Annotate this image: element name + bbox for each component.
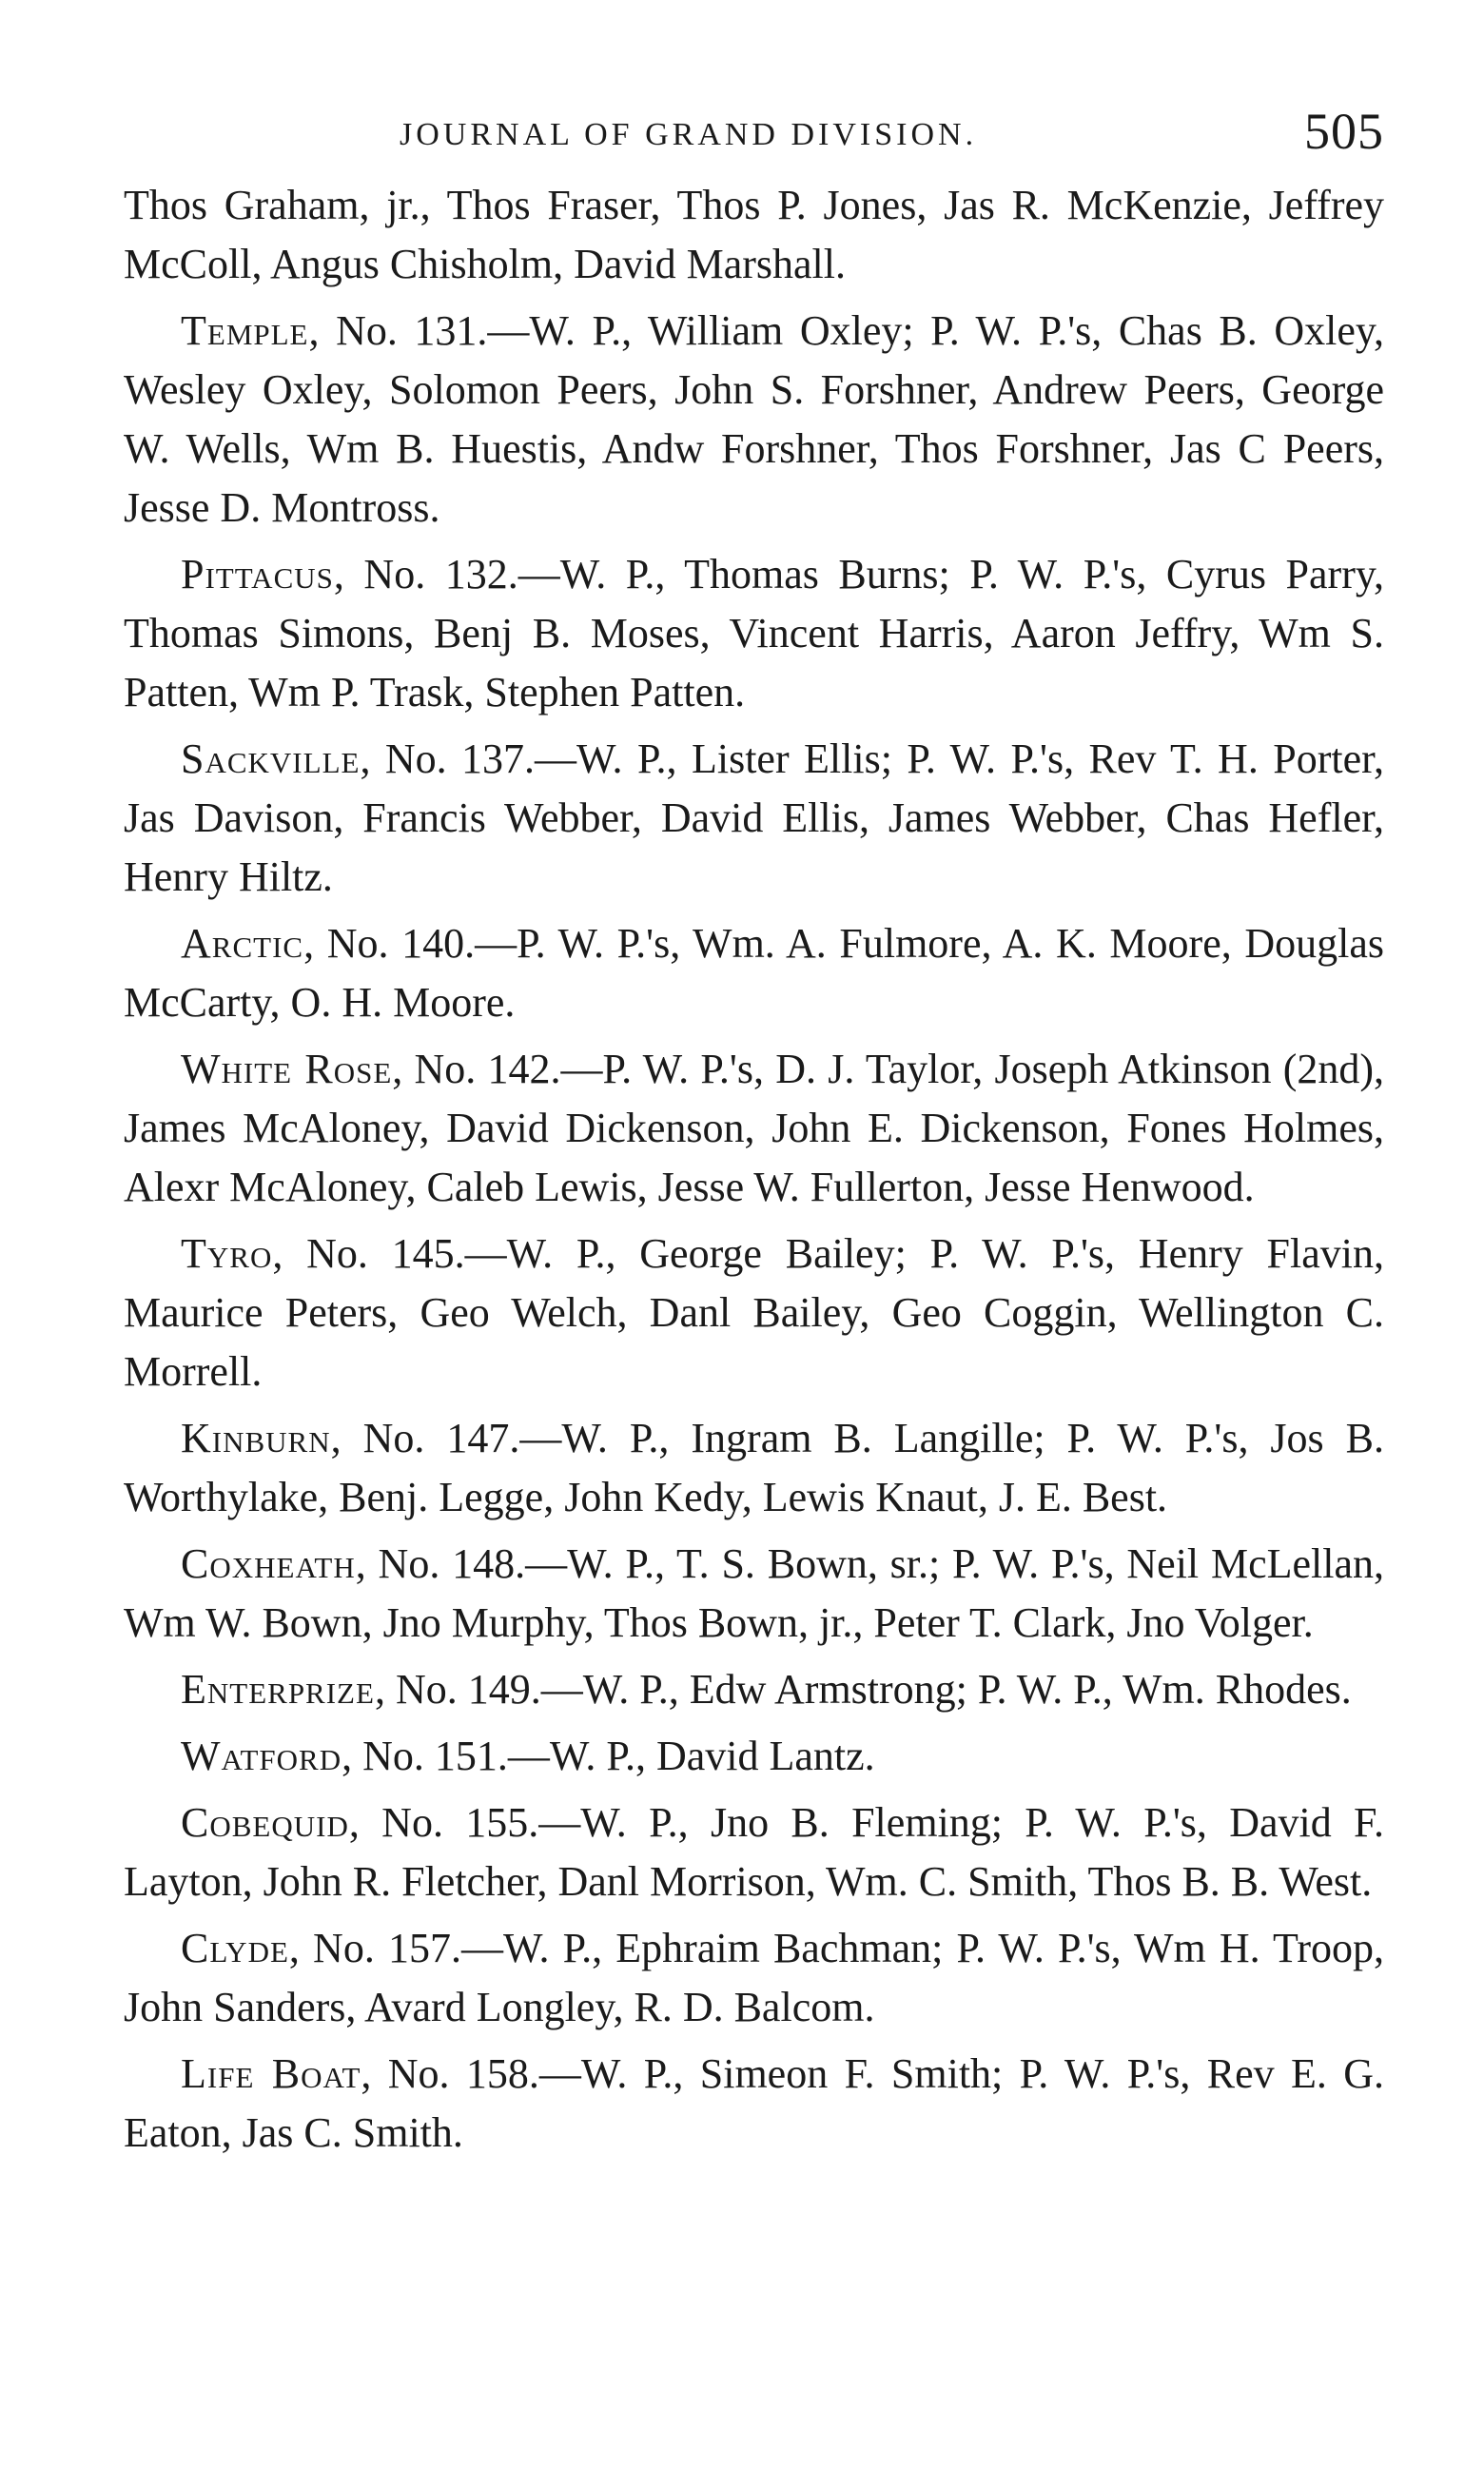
page-number: 505: [1304, 103, 1384, 160]
division-name: Cobequid: [181, 1799, 349, 1846]
entry-text: , No. 148.—W. P., T. S. Bown, sr.; P. W. P.'s, Neil McLellan, Wm W. Bown, Jno Murphy, Thos Bown, jr., Peter T. Clark, Jno Volger.: [124, 1540, 1384, 1646]
entry-continuation: [124, 176, 1384, 294]
division-name: Pittacus: [181, 551, 334, 598]
entry-pittacus: [124, 545, 1384, 722]
entry-text: , No. 149.—W. P., Edw Armstrong; P. W. P., Wm. Rhodes.: [374, 1666, 1352, 1713]
entry-text: , No. 131.—W. P., William Oxley; P. W. P.'s, Chas B. Oxley, Wesley Oxley, Solomon Peers, John S. Forshner, Andrew Peers, George W. Wells, Wm B. Huestis, Andw Forshner, Thos Forshner, Jas C Peers, Jesse D. Montross.: [124, 307, 1384, 531]
entry-life-boat: [124, 2045, 1384, 2163]
division-name: Arctic: [181, 920, 304, 967]
document-page: [124, 90, 1384, 2170]
entry-white-rose: [124, 1040, 1384, 1217]
division-name: Tyro: [181, 1230, 273, 1277]
entry-text: , No. 157.—W. P., Ephraim Bachman; P. W. P.'s, Wm H. Troop, John Sanders, Avard Longley, R. D. Balcom.: [124, 1925, 1384, 2030]
division-name: Coxheath: [181, 1540, 356, 1587]
entry-text: , No. 155.—W. P., Jno B. Fleming; P. W. P.'s, David F. Layton, John R. Fletcher, Danl Morrison, Wm. C. Smith, Thos B. B. West.: [124, 1799, 1384, 1905]
division-name: White Rose: [181, 1046, 393, 1092]
division-name: Temple: [181, 307, 309, 354]
entry-text: , No. 142.—P. W. P.'s, D. J. Taylor, Joseph Atkinson (2nd), James McAloney, David Dickenson, John E. Dickenson, Fones Holmes, Alexr McAloney, Caleb Lewis, Jesse W. Fullerton, Jesse Henwood.: [124, 1046, 1385, 1210]
entry-watford: [124, 1727, 1384, 1786]
entry-enterprize: [124, 1660, 1384, 1719]
entry-sackville: [124, 730, 1384, 907]
entry-cobequid: [124, 1793, 1384, 1911]
running-head: [124, 90, 1384, 176]
entry-text: Thos Graham, jr., Thos Fraser, Thos P. Jones, Jas R. McKenzie, Jeffrey McColl, Angus Chisholm, David Marshall.: [124, 182, 1384, 287]
division-name: Watford: [181, 1733, 342, 1779]
entry-arctic: [124, 914, 1384, 1032]
entry-text: , No. 140.—P. W. P.'s, Wm. A. Fulmore, A. K. Moore, Douglas McCarty, O. H. Moore.: [124, 920, 1384, 1026]
running-title: JOURNAL OF GRAND DIVISION.: [400, 117, 978, 152]
division-name: Clyde: [181, 1925, 289, 1971]
division-name: Kinburn: [181, 1415, 331, 1461]
entry-coxheath: [124, 1535, 1384, 1653]
entry-clyde: [124, 1919, 1384, 2037]
entry-text: , No. 158.—W. P., Simeon F. Smith; P. W. P.'s, Rev E. G. Eaton, Jas C. Smith.: [124, 2050, 1385, 2156]
division-name: Enterprize: [181, 1666, 375, 1713]
division-name: Life Boat: [181, 2050, 361, 2097]
entries-list: [124, 176, 1384, 2163]
entry-text: , No. 137.—W. P., Lister Ellis; P. W. P.'s, Rev T. H. Porter, Jas Davison, Francis Webber, David Ellis, James Webber, Chas Hefler, Henry Hiltz.: [124, 735, 1384, 900]
entry-temple: [124, 302, 1384, 538]
entry-tyro: [124, 1225, 1384, 1401]
entry-text: , No. 132.—W. P., Thomas Burns; P. W. P.'s, Cyrus Parry, Thomas Simons, Benj B. Moses, Vincent Harris, Aaron Jeffry, Wm S. Patten, Wm P. Trask, Stephen Patten.: [124, 551, 1384, 715]
entry-kinburn: [124, 1409, 1384, 1527]
entry-text: , No. 151.—W. P., David Lantz.: [342, 1733, 875, 1779]
entry-text: , No. 147.—W. P., Ingram B. Langille; P. W. P.'s, Jos B. Worthylake, Benj. Legge, John Kedy, Lewis Knaut, J. E. Best.: [124, 1415, 1384, 1520]
division-name: Sackville: [181, 735, 361, 782]
entry-text: , No. 145.—W. P., George Bailey; P. W. P.'s, Henry Flavin, Maurice Peters, Geo Welch, Danl Bailey, Geo Coggin, Wellington C. Morrell.: [124, 1230, 1384, 1395]
